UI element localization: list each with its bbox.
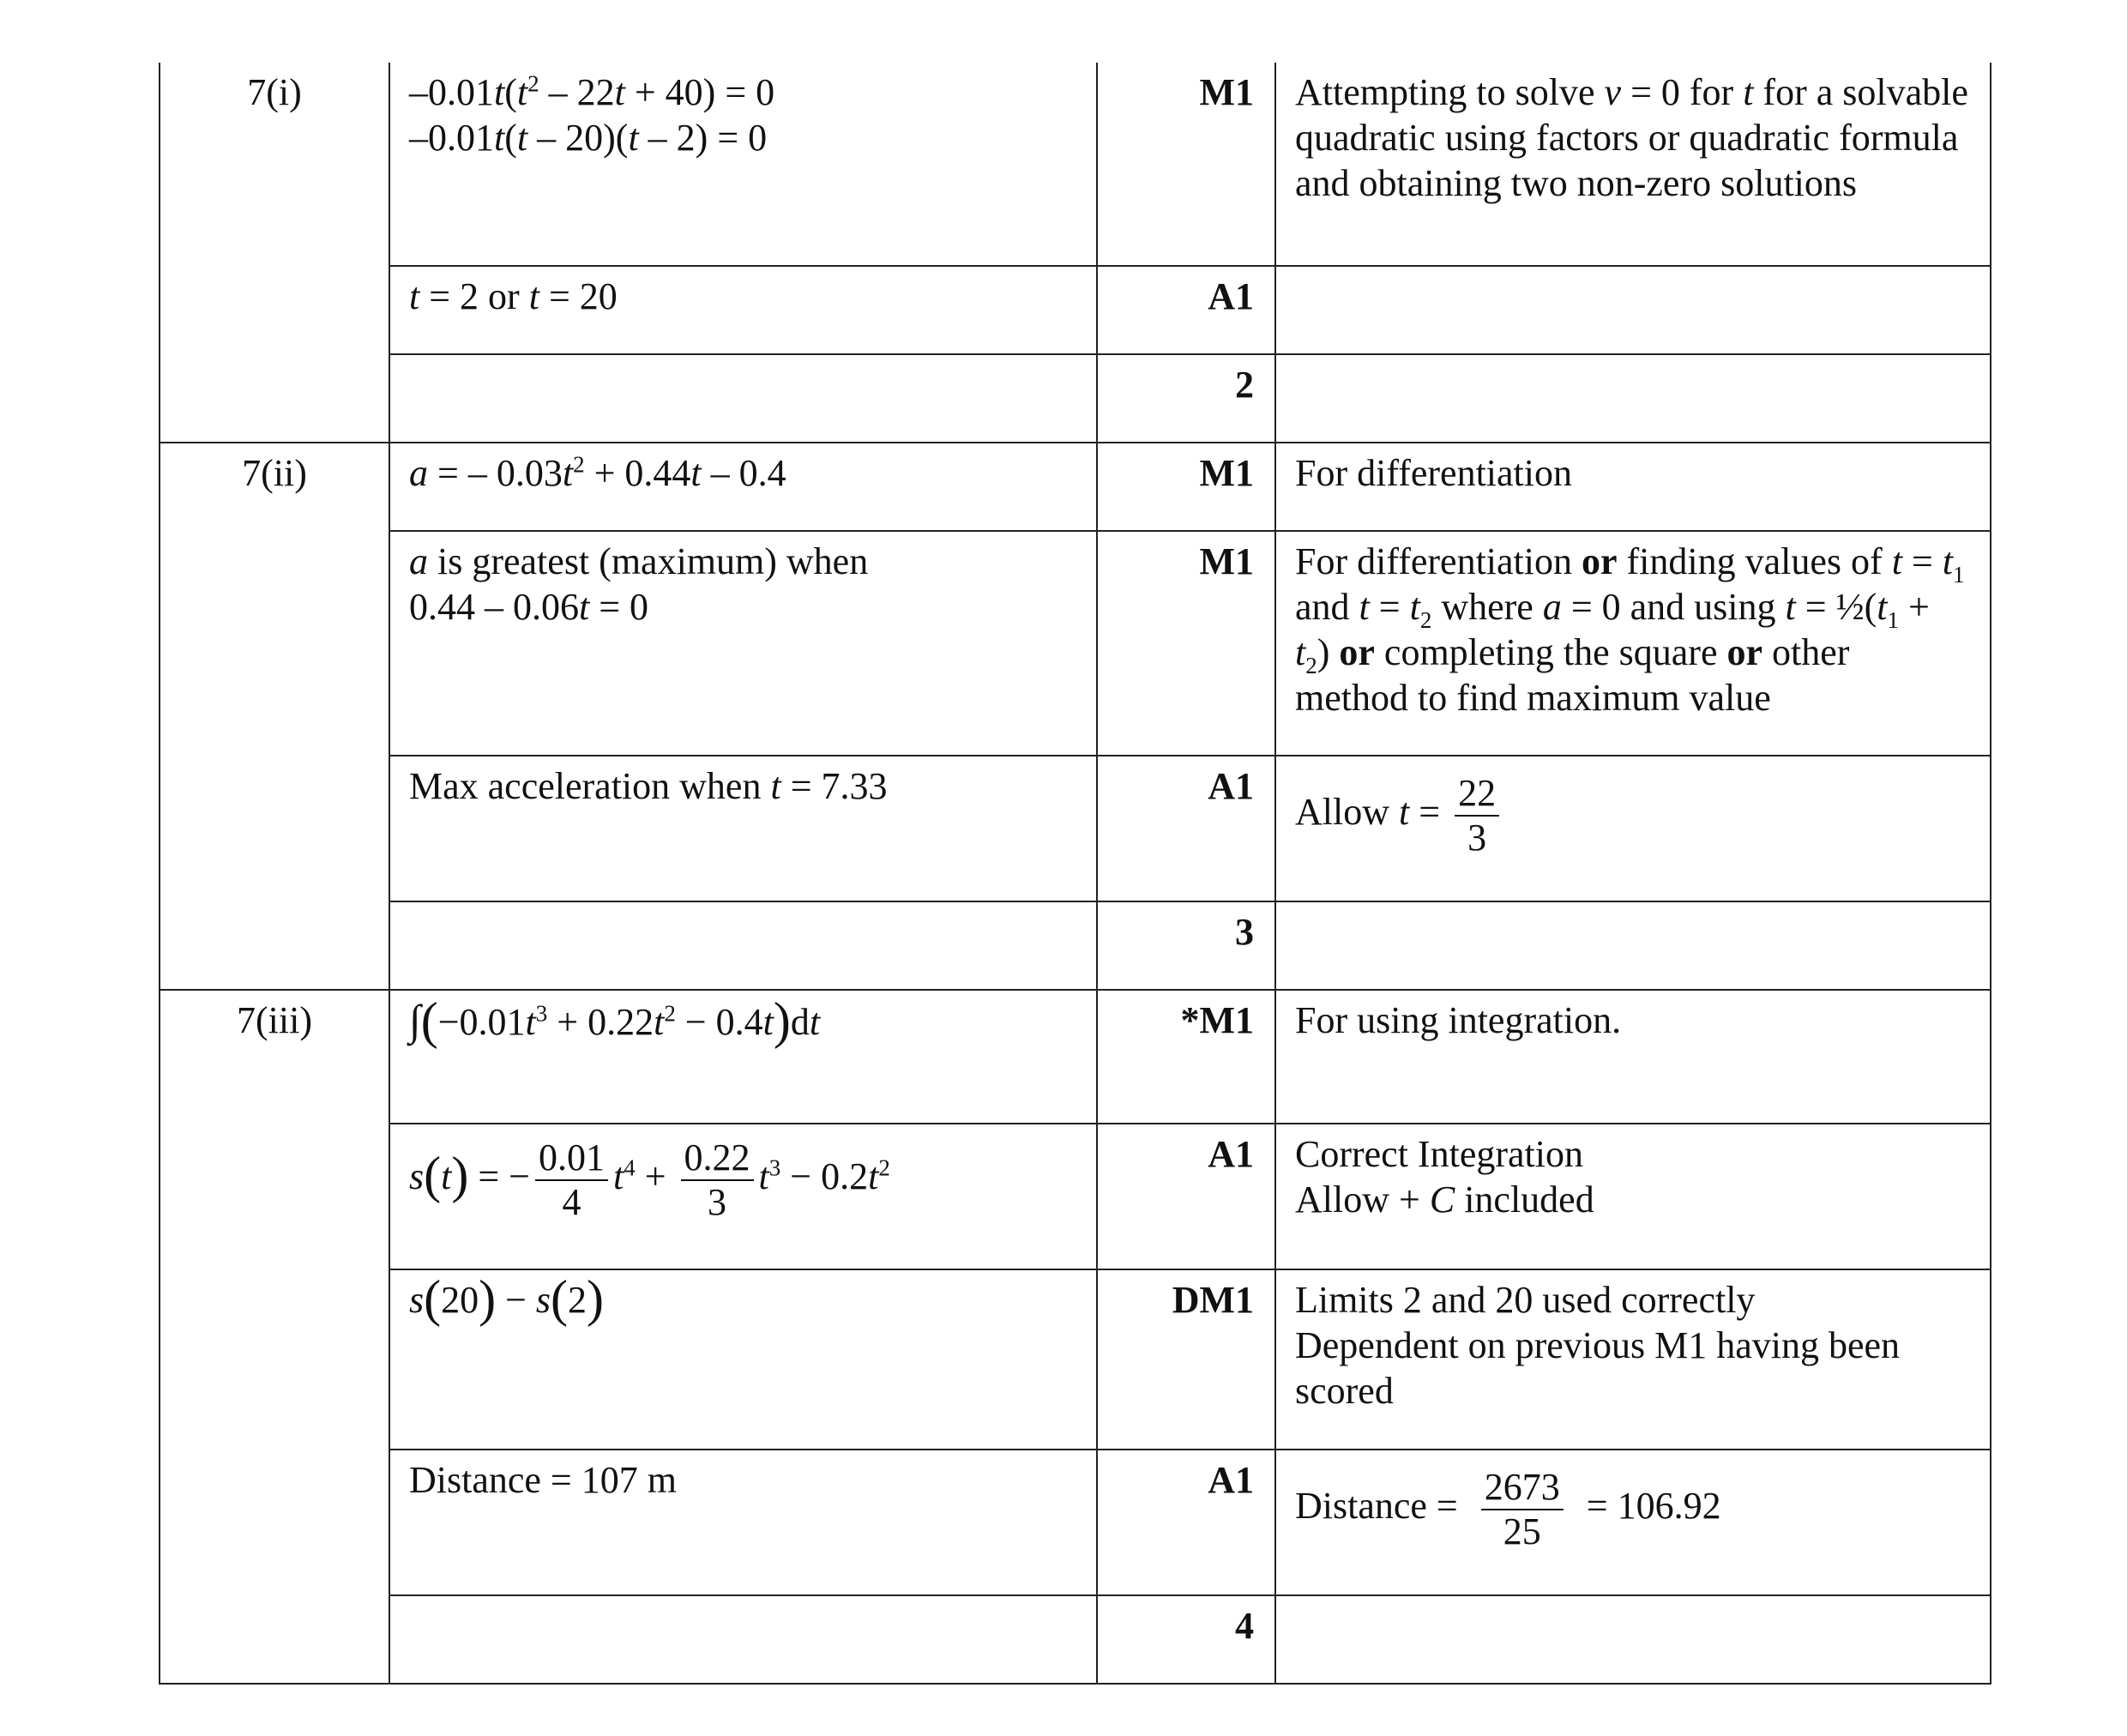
mark-cell: *M1 xyxy=(1097,990,1275,1124)
answer-cell xyxy=(389,901,1097,990)
guidance-cell xyxy=(1275,1269,1991,1450)
guidance-cell xyxy=(1275,266,1991,354)
mark-cell: M1 xyxy=(1097,63,1275,266)
total-mark-cell: 3 xyxy=(1097,901,1275,990)
answer-cell: a = – $0.03t^2 + 0.44t - 0.4$ xyxy=(389,443,1097,531)
table-row xyxy=(160,756,1991,901)
answer-cell xyxy=(389,354,1097,443)
table-row xyxy=(160,1450,1991,1595)
answer-cell: $-0.01t(t^2 - 22t + 40) = 0$ –0.01t(t – 20)(t – 2) = 0 xyxy=(389,63,1097,266)
guidance-cell xyxy=(1275,1595,1991,1684)
mark-cell: DM1 xyxy=(1097,1269,1275,1450)
mark-cell: A1 xyxy=(1097,266,1275,354)
answer-cell: $\int(-0.01t^3 + 0.22t^2 - 0.4t)dt$ xyxy=(389,990,1097,1124)
mark-cell: A1 xyxy=(1097,1450,1275,1595)
guidance-line: Limits 2 and 20 used correctly xyxy=(1295,1279,1756,1321)
guidance-cell xyxy=(1275,354,1991,443)
table-row xyxy=(160,901,1991,990)
table-row xyxy=(160,990,1991,1124)
question-number: 7(i) xyxy=(160,63,389,443)
total-mark-cell: 4 xyxy=(1097,1595,1275,1684)
table-row xyxy=(160,531,1991,756)
table-row xyxy=(160,266,1991,354)
guidance-line: Correct Integration xyxy=(1295,1133,1583,1175)
guidance-line: Dependent on previous M1 having been scored xyxy=(1295,1324,1901,1412)
guidance-cell: For differentiation xyxy=(1275,443,1991,531)
mark-cell: A1 xyxy=(1097,1124,1275,1269)
table-row xyxy=(160,1124,1991,1269)
total-mark-cell: 2 xyxy=(1097,354,1275,443)
guidance-cell: Allow t = $\frac{22}{3}$ xyxy=(1275,756,1991,901)
table-row xyxy=(160,1269,1991,1450)
table-row xyxy=(160,443,1991,531)
guidance-cell xyxy=(1275,901,1991,990)
table-row xyxy=(160,354,1991,443)
question-number: 7(ii) xyxy=(160,443,389,990)
guidance-cell: Correct Integration Allow + C included xyxy=(1275,1124,1991,1269)
answer-cell: Distance = 107 m xyxy=(389,1450,1097,1595)
mark-cell: M1 xyxy=(1097,443,1275,531)
table-row xyxy=(160,1595,1991,1684)
answer-cell xyxy=(389,1595,1097,1684)
guidance-cell: For differentiation or finding values of $t = t_1$ and $t = t_2$ where a = 0 and using $t = \frac{1}{2}(t_1 + t_2)$ or completing the square or other method to find maximum value xyxy=(1275,531,1991,756)
guidance-cell: For using integration. xyxy=(1275,990,1991,1124)
answer-cell: s(t) = − $\frac{0.01}{4}$ $t^4$ + $\frac{0.22}{3}$ $t^3 - 0.2t^2$ xyxy=(389,1124,1097,1269)
answer-cell: t = 2 or t = 20 xyxy=(389,266,1097,354)
table-row xyxy=(160,63,1991,266)
guidance-cell: Distance = $\frac{2673}{25}$ = 106.92 xyxy=(1275,1450,1991,1595)
guidance-cell: Attempting to solve v = 0 for t for a solvable quadratic using factors or quadratic formula and obtaining two non-zero solutions xyxy=(1275,63,1991,266)
mark-cell: M1 xyxy=(1097,531,1275,756)
question-number: 7(iii) xyxy=(160,990,389,1684)
answer-cell: Max acceleration when t = 7.33 xyxy=(389,756,1097,901)
mark-scheme-table xyxy=(159,63,1991,1685)
mark-cell: A1 xyxy=(1097,756,1275,901)
answer-cell: a is greatest (maximum) when 0.44 – 0.06t = 0 xyxy=(389,531,1097,756)
answer-cell: s(20) − s(2) xyxy=(389,1269,1097,1450)
